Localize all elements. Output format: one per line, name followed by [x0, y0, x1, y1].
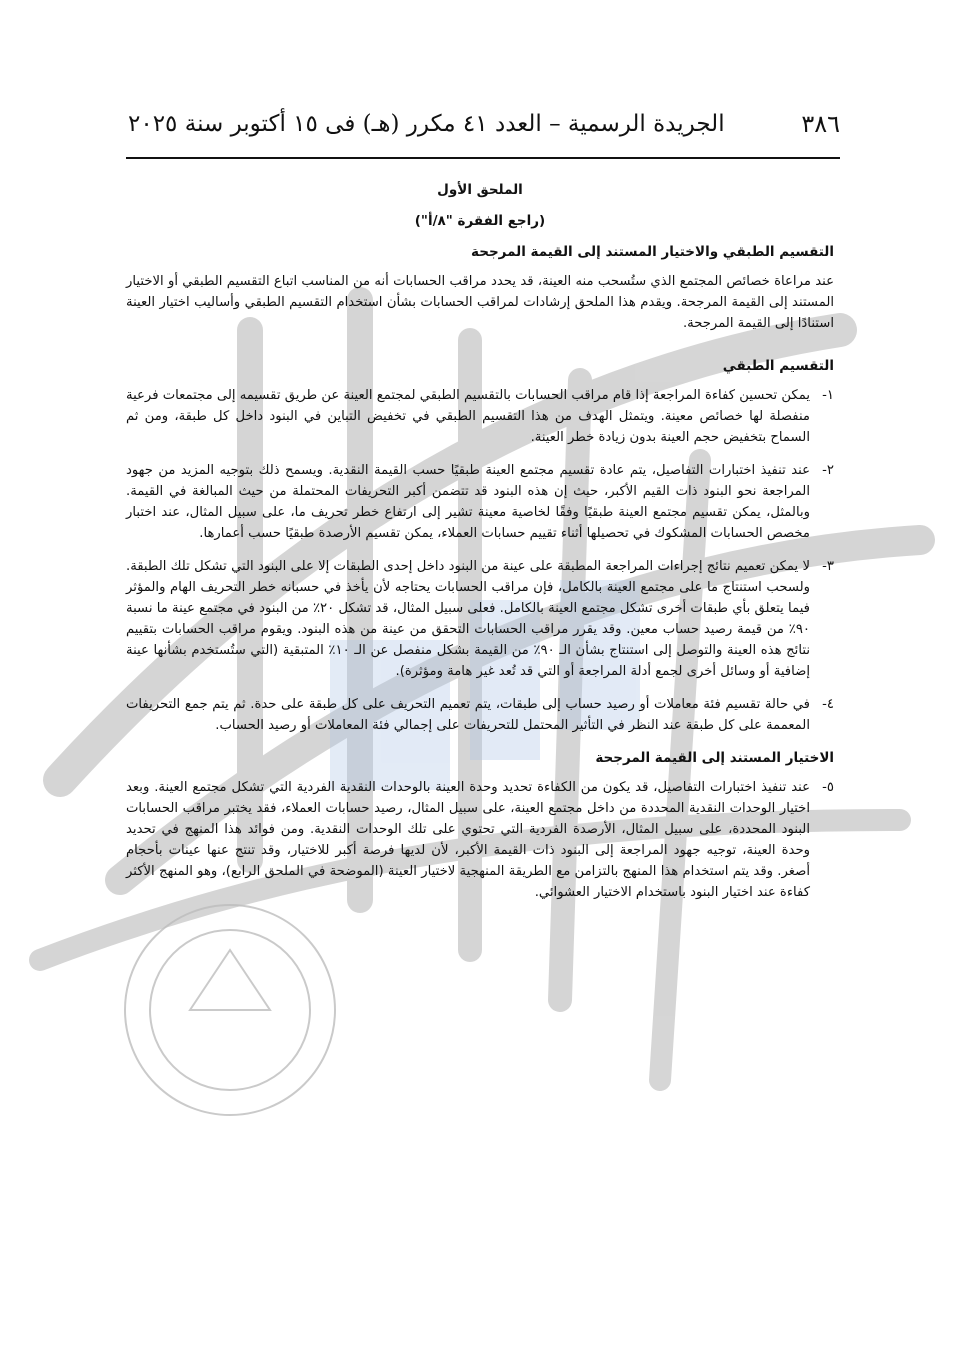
item-number: ١- [822, 388, 834, 403]
item-text: يمكن تحسين كفاءة المراجعة إذا قام مراقب الحسابات بالتقسيم الطبقي لمجتمع العينة عن طريق تقسيمه إلى مجتمعات فرعية منفصلة لها خصائص معينة. ويتمثل الهدف من هذا التقسيم الطبقي في تخفيض التباين في البنود داخل كل طبقة، ومن ثم السماح بتخفيض حجم العينة بدون زيادة خطر العينة. [126, 388, 810, 445]
page-number: ٣٨٦ [801, 110, 840, 138]
item-text: في حالة تقسيم فئة معاملات أو رصيد حساب إلى طبقات، يتم تعميم التحريف على كل طبقة على حدة. ثم يتم جمع التحريفات المعممة على كل طبقة عند النظر في التأثير المحتمل للتحريفات على إجمالي فئة المعاملات أو رصيد الحساب. [126, 697, 810, 733]
annex-body [126, 180, 834, 915]
page-header [128, 104, 840, 144]
item-number: ٤- [822, 697, 834, 712]
item-number: ٣- [822, 559, 834, 574]
item-text: لا يمكن تعميم نتائج إجراءات المراجعة المطبقة على عينة من البنود داخل إحدى الطبقات إلا على البنود التي تشكل تلك الطبقة. ولسحب استنتاج ما على مجتمع العينة بالكامل، فإن مراقب الحسابات يحتاجه لأن يأخذ في حسبانه خطر التحريف الهام والمؤثر فيما يتعلق بأي طبقات أخرى تشكل مجتمع العينة بالكامل. فعلى سبيل المثال، قد تشكل ٢٠٪ من البنود في مجتمع عينة ما نسبة ٩٠٪ من قيمة رصيد حساب معين. وقد يقرر مراقب الحسابات التحقق من عينة من هذه البنود. ويقوم مراقب الحسابات بتقييم نتائج هذه العينة والتوصل إلى استنتاج بشأن الـ ٩٠٪ من القيمة بشكل منفصل عن الـ ١٠٪ المتبقية (التي ستُستخدم بشأنها عينة إضافية أو وسائل أخرى لجمع أدلة المراجعة أو التي قد تُعد غير هامة ومؤثرة). [126, 559, 810, 679]
item-text: عند تنفيذ اختبارات التفاصيل، قد يكون من الكفاءة تحديد وحدة العينة بالوحدات النقدية الفردية التي تشكل مجتمع العينة. وبعد اختيار الوحدات النقدية المحددة من داخل مجتمع العينة، على سبيل المثال، رصيد حسابات العملاء، فقد يختبر مراقب الحسابات البنود المحددة، على سبيل المثال، الأرصدة الفردية التي تحتوي على تلك الوحدات النقدية. ومن فوائد هذا المنهج في تحديد وحدة العينة، توجيه جهود المراجعة إلى البنود ذات القيمة الأكبر، لأن لديها فرصة أكبر للاختيار، وقد تنتج عنها عينات بأحجام أصغر. وقد يتم استخدام هذا المنهج بالتزامن مع الطريقة المنهجية لاختيار العينة (الموضحة في الملحق الرابع)، وهو المنهج الأكثر كفاءة عند اختيار البنود باستخدام الاختيار العشوائي. [126, 780, 810, 900]
list-item [126, 694, 834, 736]
list-item [126, 460, 834, 544]
stratification-heading: التقسيم الطبقي [722, 358, 834, 374]
list-item [126, 777, 834, 903]
gazette-title: الجريدة الرسمية – العدد ٤١ مكرر (هـ) فى ١٥ أكتوبر سنة ٢٠٢٥ [128, 111, 725, 137]
item-number: ٢- [822, 463, 834, 478]
header-divider [126, 157, 840, 159]
intro-paragraph: عند مراعاة خصائص المجتمع الذي ستُسحب منه العينة، قد يحدد مراقب الحسابات أنه من المناسب اتباع التقسيم الطبقي أو الاختيار المستند إلى القيمة المرجحة. ويقدم هذا الملحق إرشادات لمراقب الحسابات بشأن استخدام التقسيم الطبقي وأساليب اختيار العينة استنادًا إلى القيمة المرجحة. [126, 274, 834, 331]
item-text: عند تنفيذ اختبارات التفاصيل، يتم عادة تقسيم مجتمع العينة طبقيًا حسب القيمة النقدية. ويسمح ذلك بتوجيه المزيد من جهود المراجعة نحو البنود ذات القيم الأكبر، حيث إن هذه البنود قد تتضمن أكبر التحريفات المحتملة من حيث المبالغة في القيمة. وبالمثل، يمكن تقسيم مجتمع العينة طبقيًا وفقًا لخاصية معينة تشير إلى ارتفاع خطر تحريف ما، على سبيل المثال، عند اختبار مخصص الحسابات المشكوك في تحصيلها أثناء تقييم حسابات العملاء، يمكن تقسيم الأرصدة طبقيًا حسب أعمارها. [126, 463, 810, 541]
value-weighted-heading: الاختيار المستند إلى القيمة المرجحة [595, 750, 834, 766]
annex-reference: (راجع الفقرة "٨/أ") [414, 213, 546, 229]
list-item [126, 385, 834, 448]
main-heading: التقسيم الطبقي والاختيار المستند إلى القيمة المرجحة [471, 244, 834, 260]
list-item [126, 556, 834, 682]
annex-title: الملحق الأول [437, 182, 523, 198]
item-number: ٥- [822, 780, 834, 795]
